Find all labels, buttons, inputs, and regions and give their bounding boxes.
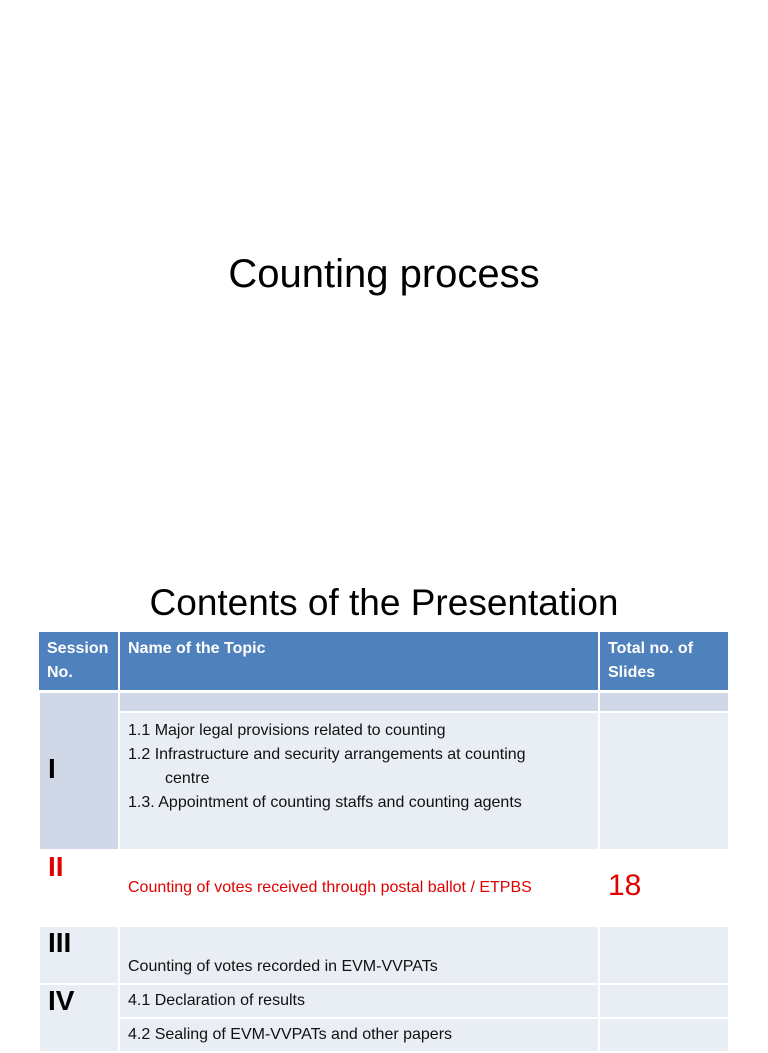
- table-row: [39, 1018, 729, 1052]
- topic-item: Counting of votes received through postal ballot / ETPBS: [128, 879, 532, 896]
- session-cell: [39, 984, 119, 1052]
- topic-item: 4.2 Sealing of EVM-VVPATs and other papers: [128, 1026, 453, 1043]
- empty-cell: [599, 692, 729, 713]
- header-session-no: Session No.: [39, 632, 119, 692]
- topic-cell: [119, 984, 599, 1018]
- session-cell: [39, 926, 119, 984]
- table-row: [39, 712, 729, 850]
- slides-cell: [599, 1018, 729, 1052]
- session-cell: [39, 850, 119, 926]
- topic-cell: [119, 850, 599, 926]
- session-number: III: [48, 927, 72, 958]
- topic-item: 1.2 Infrastructure and security arrangements at counting: [128, 746, 526, 763]
- slides-cell: [599, 984, 729, 1018]
- topic-cell: [119, 712, 599, 850]
- topic-cell: [119, 1018, 599, 1052]
- slides-cell: [599, 926, 729, 984]
- slides-count: 18: [608, 868, 642, 902]
- table-row: [39, 984, 729, 1018]
- slide-title: Counting process: [228, 252, 540, 296]
- contents-table: [38, 632, 730, 1053]
- topic-item: 4.1 Declaration of results: [128, 992, 305, 1009]
- table-header-row: [39, 632, 729, 692]
- table-row: [39, 850, 729, 926]
- slides-cell: [599, 850, 729, 926]
- session-number: I: [48, 752, 56, 784]
- session-number: IV: [48, 985, 75, 1016]
- topic-cell: [119, 926, 599, 984]
- topic-item: centre: [165, 770, 210, 787]
- topic-item: 1.1 Major legal provisions related to counting: [128, 722, 446, 739]
- contents-title: Contents of the Presentation: [149, 582, 619, 623]
- header-topic-name: Name of the Topic: [119, 632, 599, 692]
- empty-cell: [119, 692, 599, 713]
- table-row: [39, 926, 729, 984]
- topic-item: 1.3. Appointment of counting staffs and counting agents: [128, 794, 522, 811]
- table-row: [39, 692, 729, 713]
- slides-cell: [599, 712, 729, 850]
- header-total-slides: Total no. of Slides: [599, 632, 729, 692]
- session-cell: [39, 692, 119, 851]
- session-number: II: [48, 851, 64, 882]
- topic-item: Counting of votes recorded in EVM-VVPATs: [128, 958, 438, 975]
